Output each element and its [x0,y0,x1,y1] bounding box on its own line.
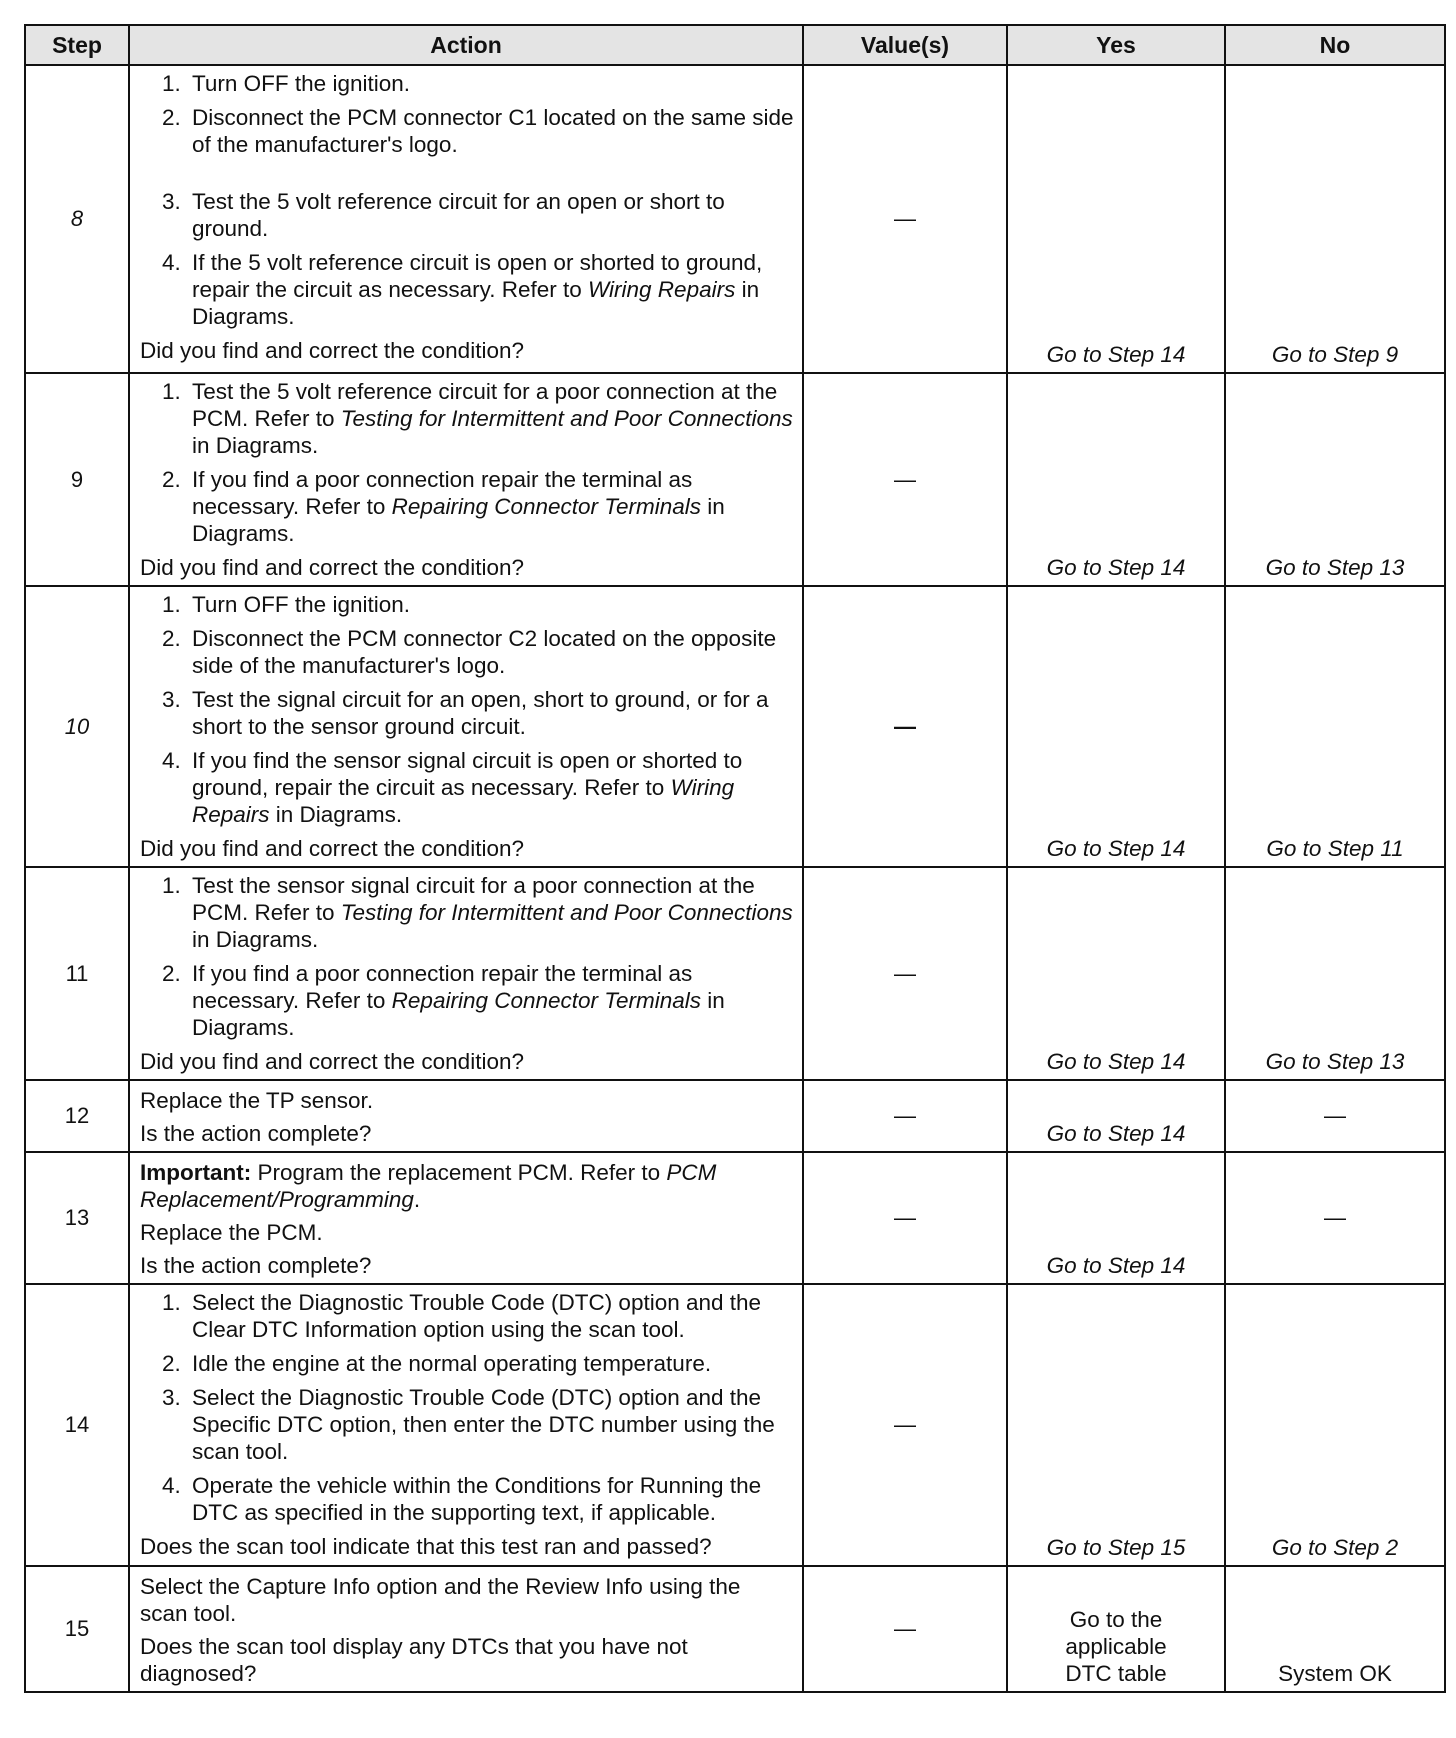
value-cell [803,1566,1007,1692]
step-number: 12 [25,1080,129,1152]
no-cell: Go to Step 9 [1225,65,1445,373]
value-cell [803,586,1007,867]
yes-cell: Go to Step 14 [1007,586,1225,867]
no-cell: System OK [1225,1566,1445,1692]
value-dash: — [894,1412,916,1437]
action-text: Turn OFF the ignition. [192,592,411,617]
action-question: Did you find and correct the condition? [140,1049,524,1074]
table-body [25,65,1445,1692]
action-question: Did you find and correct the condition? [140,836,524,861]
action-question: Does the scan tool indicate that this test ran and passed? [140,1534,712,1559]
value-dash: — [894,1103,916,1128]
no-cell: Go to Step 2 [1225,1284,1445,1566]
reference-link-text: Testing for Intermittent and Poor Connections [340,900,793,925]
action-steps-list [140,872,794,1041]
action-text: Program the replacement PCM. Refer to [251,1160,667,1185]
value-cell [803,65,1007,373]
step-number: 15 [25,1566,129,1692]
action-step-item [140,960,794,1041]
step-number: 13 [25,1152,129,1284]
table-header [25,25,1445,65]
value-dash: — [894,1205,916,1230]
important-label: Important: [140,1160,252,1185]
value-dash: — [894,960,916,986]
action-question: Did you find and correct the condition? [140,338,524,363]
action-cell [129,373,803,586]
action-step-item [140,378,794,459]
action-cell [129,867,803,1080]
action-steps-list [140,591,794,828]
table-row [25,1566,1445,1692]
action-cell [129,65,803,373]
header-step: Step [25,25,129,65]
action-step-item [140,591,794,618]
value-cell [803,373,1007,586]
diagnostic-page [24,24,1444,1693]
table-row [25,586,1445,867]
action-text: Disconnect the PCM connector C1 located on the same side of the manufacturer's logo. [192,105,794,157]
action-step-number: 2. [162,1351,181,1376]
reference-link-text: Testing for Intermittent and Poor Connections [340,406,793,431]
value-cell [803,1152,1007,1284]
action-text: If the 5 volt reference circuit is open or shorted to ground, repair the circuit as necessary. Refer to [192,250,763,302]
action-step-number: 2. [162,626,181,651]
action-steps-list [140,378,794,547]
action-line [140,1219,794,1246]
action-text: Replace the TP sensor. [140,1088,374,1113]
action-text: Select the Capture Info option and the Review Info using the scan tool. [140,1574,741,1626]
table-row [25,1284,1445,1566]
action-step-number: 3. [162,687,181,712]
action-step-number: 4. [162,250,181,275]
step-number: 14 [25,1284,129,1566]
header-values: Value(s) [803,25,1007,65]
action-text: Test the 5 volt reference circuit for a poor connection at the PCM. Refer to [192,379,778,431]
action-cell [129,586,803,867]
action-text: Turn OFF the ignition. [192,71,411,96]
yes-cell: Go to Step 15 [1007,1284,1225,1566]
action-step-number: 3. [162,189,181,214]
reference-link-text: PCM Replacement/Programming [140,1160,717,1212]
yes-cell: Go to Step 14 [1007,373,1225,586]
table-row [25,65,1445,373]
action-step-number: 1. [162,71,181,96]
table-row [25,867,1445,1080]
action-text: in Diagrams. [192,277,760,329]
action-text: in Diagrams. [269,802,403,827]
action-text: in Diagrams. [192,494,725,546]
action-step-number: 2. [162,467,181,492]
action-text: Disconnect the PCM connector C2 located on the opposite side of the manufacturer's logo. [192,626,777,678]
no-cell: — [1225,1080,1445,1152]
value-dash: — [894,206,916,231]
action-step-item [140,747,794,828]
action-steps-list [140,70,794,330]
action-text: Select the Diagnostic Trouble Code (DTC) option and the Clear DTC Information option using the scan tool. [192,1290,762,1342]
action-step-item [140,249,794,330]
action-step-number: 4. [162,748,181,773]
no-cell: — [1225,1152,1445,1284]
step-number: 9 [25,373,129,586]
reference-link-text: Wiring Repairs [192,775,735,827]
header-row [25,25,1445,65]
action-text: If you find the sensor signal circuit is open or shorted to ground, repair the circuit as necessary. Refer to [192,748,743,800]
yes-cell: Go to Step 14 [1007,1080,1225,1152]
step-number: 11 [25,867,129,1080]
action-cell [129,1080,803,1152]
action-question: Is the action complete? [140,1253,372,1278]
value-cell [803,1284,1007,1566]
yes-cell: Go to Step 14 [1007,1152,1225,1284]
action-step-item [140,188,794,242]
reference-link-text: Repairing Connector Terminals [391,494,701,519]
action-question: Is the action complete? [140,1121,372,1146]
action-text: Replace the PCM. [140,1220,323,1245]
action-text: If you find a poor connection repair the terminal as necessary. Refer to [192,961,693,1013]
action-step-number: 1. [162,592,181,617]
action-cell [129,1152,803,1284]
action-question: Does the scan tool display any DTCs that you have not diagnosed? [140,1634,688,1686]
action-steps-list [140,1289,794,1526]
value-cell [803,867,1007,1080]
action-text: Idle the engine at the normal operating temperature. [192,1351,712,1376]
header-yes: Yes [1007,25,1225,65]
diagnostic-table [24,24,1446,1693]
action-text: . [413,1187,421,1212]
yes-cell: Go to the applicable DTC table [1007,1566,1225,1692]
action-line [140,1159,794,1213]
action-step-item [140,625,794,679]
action-step-item [140,70,794,97]
reference-link-text: Wiring Repairs [588,277,736,302]
action-text: in Diagrams. [192,988,725,1040]
value-dash: — [894,1616,916,1641]
action-cell [129,1566,803,1692]
action-step-item [140,686,794,740]
action-step-item [140,1289,794,1343]
action-text: Select the Diagnostic Trouble Code (DTC) option and the Specific DTC option, then enter the DTC number using the scan tool. [192,1385,775,1464]
header-no: No [1225,25,1445,65]
action-line [140,1087,794,1114]
action-step-number: 1. [162,1290,181,1315]
action-step-item [140,104,794,158]
value-dash: — [894,713,916,739]
action-line [140,1573,794,1627]
action-step-number: 2. [162,961,181,986]
action-step-item [140,1384,794,1465]
action-question: Did you find and correct the condition? [140,555,524,580]
step-number: 10 [25,586,129,867]
action-text: Test the sensor signal circuit for a poor connection at the PCM. Refer to [192,873,755,925]
action-step-number: 2. [162,105,181,130]
action-step-number: 3. [162,1385,181,1410]
action-step-number: 4. [162,1473,181,1498]
action-step-item [140,1350,794,1377]
action-step-number: 1. [162,379,181,404]
action-cell [129,1284,803,1566]
header-action: Action [129,25,803,65]
action-text: in Diagrams. [192,433,319,458]
action-step-item [140,1472,794,1526]
action-text: Test the signal circuit for an open, short to ground, or for a short to the sensor ground circuit. [192,687,769,739]
action-step-item [140,872,794,953]
no-cell: Go to Step 13 [1225,373,1445,586]
no-cell: Go to Step 13 [1225,867,1445,1080]
action-text: Test the 5 volt reference circuit for an open or short to ground. [192,189,725,241]
table-row [25,373,1445,586]
value-dash: — [894,466,916,492]
yes-cell: Go to Step 14 [1007,65,1225,373]
reference-link-text: Repairing Connector Terminals [391,988,701,1013]
table-row [25,1080,1445,1152]
yes-cell: Go to Step 14 [1007,867,1225,1080]
step-number: 8 [25,65,129,373]
action-text: If you find a poor connection repair the terminal as necessary. Refer to [192,467,693,519]
value-cell [803,1080,1007,1152]
table-row [25,1152,1445,1284]
no-cell: Go to Step 11 [1225,586,1445,867]
action-step-number: 1. [162,873,181,898]
action-text: Operate the vehicle within the Conditions for Running the DTC as specified in the supporting text, if applicable. [192,1473,762,1525]
action-text: in Diagrams. [192,927,319,952]
action-step-item [140,466,794,547]
